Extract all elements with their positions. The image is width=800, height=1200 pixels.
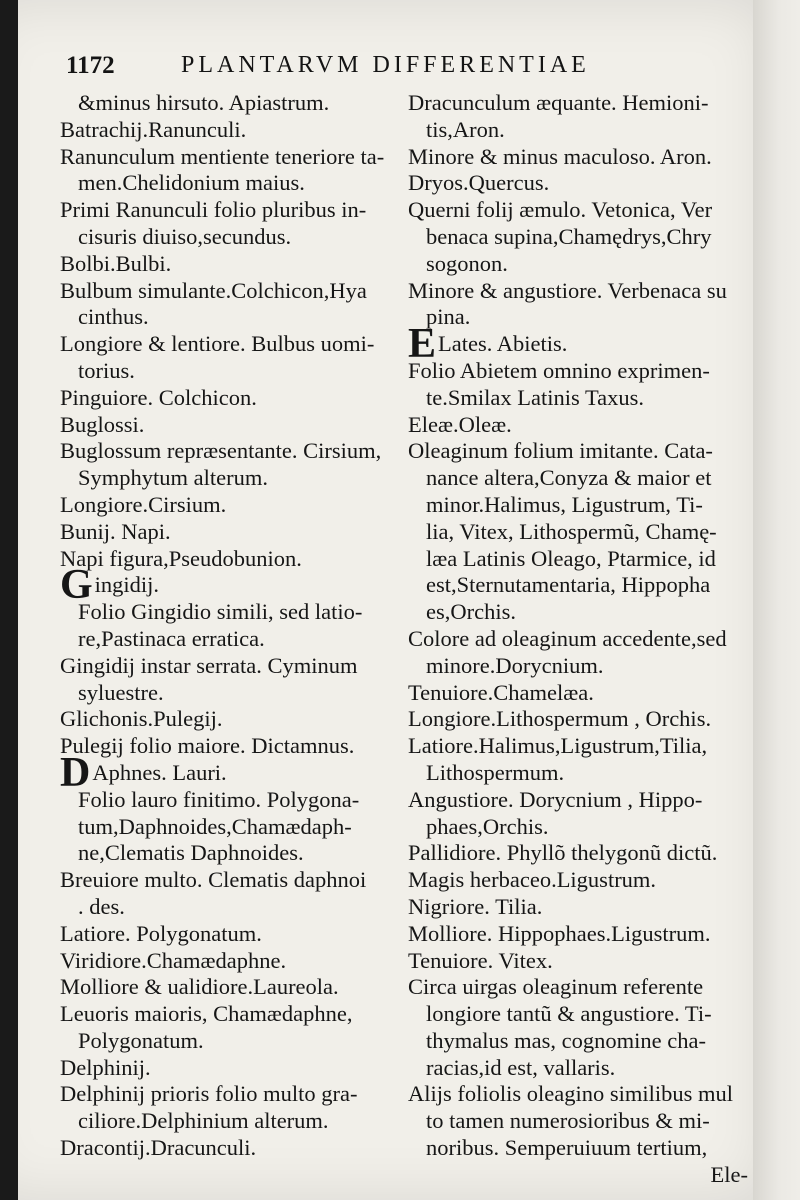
- line-text: Tenuiore.Chamelæa.: [408, 679, 594, 705]
- text-line: [408, 974, 748, 1001]
- text-line: [408, 546, 748, 573]
- text-line: [60, 251, 405, 278]
- text-line: [408, 224, 748, 251]
- text-line: [408, 412, 748, 439]
- line-text: Folio lauro finitimo. Polygona-: [78, 786, 360, 812]
- line-text: thymalus mas, cognomine cha-: [426, 1027, 706, 1053]
- text-line: [408, 117, 748, 144]
- text-line: [408, 197, 748, 224]
- text-line: [60, 170, 405, 197]
- line-text: lia, Vitex, Lithospermũ, Chamę-: [426, 518, 717, 544]
- text-line: [60, 1028, 405, 1055]
- text-line: [60, 197, 405, 224]
- line-text: re,Pastinaca erratica.: [78, 625, 265, 651]
- text-line: [60, 1108, 405, 1135]
- line-text: Nigriore. Tilia.: [408, 893, 543, 919]
- text-line: [408, 572, 748, 599]
- line-text: . des.: [78, 893, 125, 919]
- line-text: Lithospermum.: [426, 759, 565, 785]
- text-line: [408, 680, 748, 707]
- line-text: syluestre.: [78, 679, 164, 705]
- text-line: [408, 358, 748, 385]
- text-line: [408, 1028, 748, 1055]
- line-text: Bulbum simulante.Colchicon,Hya: [60, 277, 367, 303]
- text-line: [60, 749, 405, 796]
- text-line: [60, 562, 405, 609]
- text-line: [408, 1055, 748, 1082]
- text-line: [60, 1081, 405, 1108]
- drop-initial: E: [408, 321, 437, 368]
- line-text: &minus hirsuto. Apiastrum.: [78, 90, 330, 115]
- line-text: Longiore.Lithospermum , Orchis.: [408, 706, 712, 732]
- text-line: [408, 948, 748, 975]
- text-line: [60, 144, 405, 171]
- line-text: Ele-: [710, 1161, 748, 1187]
- line-text: ciliore.Delphinium alterum.: [78, 1108, 329, 1134]
- line-text: racias,id est, vallaris.: [426, 1054, 616, 1080]
- text-line: [60, 1055, 405, 1082]
- line-text: Folio Abietem omnino exprimen-: [408, 357, 710, 383]
- text-line: [60, 867, 405, 894]
- text-line: [408, 465, 748, 492]
- text-line: [408, 1081, 748, 1108]
- text-line: [408, 321, 748, 368]
- right-column: [408, 90, 748, 1189]
- line-text: cinthus.: [78, 304, 149, 330]
- line-text: Delphinij prioris folio multo gra-: [60, 1081, 358, 1107]
- text-line: [408, 144, 748, 171]
- line-text: Bunij. Napi.: [60, 518, 171, 544]
- line-text: Pinguiore. Colchicon.: [60, 384, 257, 410]
- line-text: longiore tantũ & angustiore. Ti-: [426, 1001, 712, 1027]
- text-line: [60, 814, 405, 841]
- text-line: [60, 331, 405, 358]
- text-line: [60, 546, 405, 573]
- line-text: Alijs foliolis oleagino similibus mul: [408, 1081, 734, 1107]
- text-line: [408, 760, 748, 787]
- drop-initial: G: [60, 562, 93, 609]
- line-text: Tenuiore. Vitex.: [408, 947, 553, 973]
- left-column: [60, 90, 405, 1162]
- text-line: [408, 653, 748, 680]
- text-line: [60, 921, 405, 948]
- line-text: tum,Daphnoides,Chamædaph-: [78, 813, 352, 839]
- line-text: Minore & angustiore. Verbenaca su: [408, 277, 727, 303]
- text-line: [408, 1135, 748, 1162]
- line-text: phaes,Orchis.: [426, 813, 549, 839]
- line-text: te.Smilax Latinis Taxus.: [426, 384, 644, 410]
- text-line: [408, 894, 748, 921]
- text-line: [60, 385, 405, 412]
- text-line: [60, 706, 405, 733]
- line-text: Dracunculum æquante. Hemioni-: [408, 90, 709, 115]
- text-line: [408, 251, 748, 278]
- line-text: Latiore.Halimus,Ligustrum,Tilia,: [408, 733, 708, 759]
- line-text: Querni folij æmulo. Vetonica, Ver: [408, 197, 713, 223]
- line-text: Glichonis.Pulegij.: [60, 706, 223, 732]
- line-text: Magis herbaceo.Ligustrum.: [408, 867, 657, 893]
- line-text: Circa uirgas oleaginum referente: [408, 974, 704, 1000]
- line-text: Polygonatum.: [78, 1027, 204, 1053]
- line-text: Oleaginum folium imitante. Cata-: [408, 438, 713, 464]
- text-line: [408, 1001, 748, 1028]
- line-text: torius.: [78, 357, 135, 383]
- text-line: [408, 278, 748, 305]
- line-text: Breuiore multo. Clematis daphnoi: [60, 867, 367, 893]
- line-text: ne,Clematis Daphnoides.: [78, 840, 304, 866]
- line-text: noribus. Semperuiuum tertium,: [426, 1135, 708, 1161]
- text-line: [60, 1001, 405, 1028]
- line-text: sogonon.: [426, 250, 508, 276]
- line-text: Gingidij instar serrata. Cyminum: [60, 652, 358, 678]
- text-line: [60, 974, 405, 1001]
- text-line: [408, 867, 748, 894]
- text-line: [408, 921, 748, 948]
- text-line: [60, 680, 405, 707]
- text-line: [60, 626, 405, 653]
- line-text: est,Sternutamentaria, Hippopha: [426, 572, 711, 598]
- line-text: Longiore & lentiore. Bulbus uomi-: [60, 331, 375, 357]
- text-line: [60, 894, 405, 921]
- line-text: Colore ad oleaginum accedente,sed: [408, 625, 727, 651]
- line-text: es,Orchis.: [426, 599, 516, 625]
- page-header: [66, 52, 746, 88]
- line-text: minor.Halimus, Ligustrum, Ti-: [426, 491, 703, 517]
- text-line: [60, 304, 405, 331]
- text-line: [408, 170, 748, 197]
- text-line: [60, 358, 405, 385]
- line-text: pina.: [426, 304, 471, 330]
- line-text: Ranunculum mentiente teneriore ta-: [60, 143, 385, 169]
- text-line: [408, 304, 748, 331]
- text-line: [60, 787, 405, 814]
- text-line: [60, 840, 405, 867]
- line-text: Dracontij.Dracunculi.: [60, 1135, 257, 1161]
- line-text: ingidij.: [94, 572, 160, 598]
- line-text: Delphinij.: [60, 1054, 151, 1080]
- text-line: [408, 492, 748, 519]
- text-line: [60, 492, 405, 519]
- line-text: Symphytum alterum.: [78, 465, 268, 491]
- text-line: [408, 706, 748, 733]
- line-text: Latiore. Polygonatum.: [60, 920, 262, 946]
- text-line: [60, 90, 405, 117]
- line-text: Aphnes. Lauri.: [92, 759, 227, 785]
- line-text: Napi figura,Pseudobunion.: [60, 545, 302, 571]
- line-text: Pulegij folio maiore. Dictamnus.: [60, 733, 355, 759]
- text-line: [408, 519, 748, 546]
- line-text: Buglossum repræsentante. Cirsium,: [60, 438, 382, 464]
- text-line: [408, 599, 748, 626]
- line-text: Buglossi.: [60, 411, 145, 437]
- text-line: [60, 733, 405, 760]
- line-text: to tamen numerosioribus & mi-: [426, 1108, 710, 1134]
- line-text: læa Latinis Oleago, Ptarmice, id: [426, 545, 716, 571]
- line-text: Minore & minus maculoso. Aron.: [408, 143, 712, 169]
- text-line: [60, 412, 405, 439]
- line-text: Primi Ranunculi folio pluribus in-: [60, 197, 367, 223]
- text-line: [408, 438, 748, 465]
- line-text: Viridiore.Chamædaphne.: [60, 947, 287, 973]
- text-line: [60, 599, 405, 626]
- line-text: cisuris diuiso,secundus.: [78, 223, 292, 249]
- line-text: benaca supina,Chamędrys,Chry: [426, 223, 712, 249]
- text-line: [408, 626, 748, 653]
- line-text: Dryos.Quercus.: [408, 170, 550, 196]
- text-line: [60, 1135, 405, 1162]
- line-text: nance altera,Conyza & maior et: [426, 465, 712, 491]
- line-text: Eleæ.Oleæ.: [408, 411, 512, 437]
- line-text: men.Chelidonium maius.: [78, 170, 305, 196]
- text-line: [408, 385, 748, 412]
- line-text: Molliore & ualidiore.Laureola.: [60, 974, 339, 1000]
- line-text: Batrachij.Ranunculi.: [60, 116, 247, 142]
- text-line: [408, 840, 748, 867]
- running-title: PLANTARVM DIFFERENTIAE: [181, 52, 590, 78]
- text-line: [60, 519, 405, 546]
- page-number: 1172: [66, 52, 115, 79]
- text-line: [408, 1108, 748, 1135]
- text-line: [408, 787, 748, 814]
- text-line: [408, 733, 748, 760]
- text-line: [60, 948, 405, 975]
- line-text: tis,Aron.: [426, 116, 505, 142]
- drop-initial: D: [60, 749, 91, 796]
- text-line: [408, 814, 748, 841]
- catchword: [408, 1162, 748, 1189]
- line-text: minore.Dorycnium.: [426, 652, 604, 678]
- line-text: Bolbi.Bulbi.: [60, 250, 172, 276]
- line-text: Angustiore. Dorycnium , Hippo-: [408, 786, 703, 812]
- text-line: [60, 438, 405, 465]
- line-text: Lates. Abietis.: [438, 331, 568, 357]
- text-line: [60, 653, 405, 680]
- text-line: [60, 117, 405, 144]
- text-line: [60, 278, 405, 305]
- line-text: Longiore.Cirsium.: [60, 491, 227, 517]
- text-line: [60, 465, 405, 492]
- book-page: [18, 0, 800, 1200]
- text-line: [408, 90, 748, 117]
- line-text: Folio Gingidio simili, sed latio-: [78, 599, 363, 625]
- line-text: Leuoris maioris, Chamædaphne,: [60, 1001, 353, 1027]
- line-text: Molliore. Hippophaes.Ligustrum.: [408, 920, 711, 946]
- torn-page-edge: [753, 0, 800, 1200]
- line-text: Pallidiore. Phyllõ thelygonũ dictũ.: [408, 840, 718, 866]
- text-line: [60, 224, 405, 251]
